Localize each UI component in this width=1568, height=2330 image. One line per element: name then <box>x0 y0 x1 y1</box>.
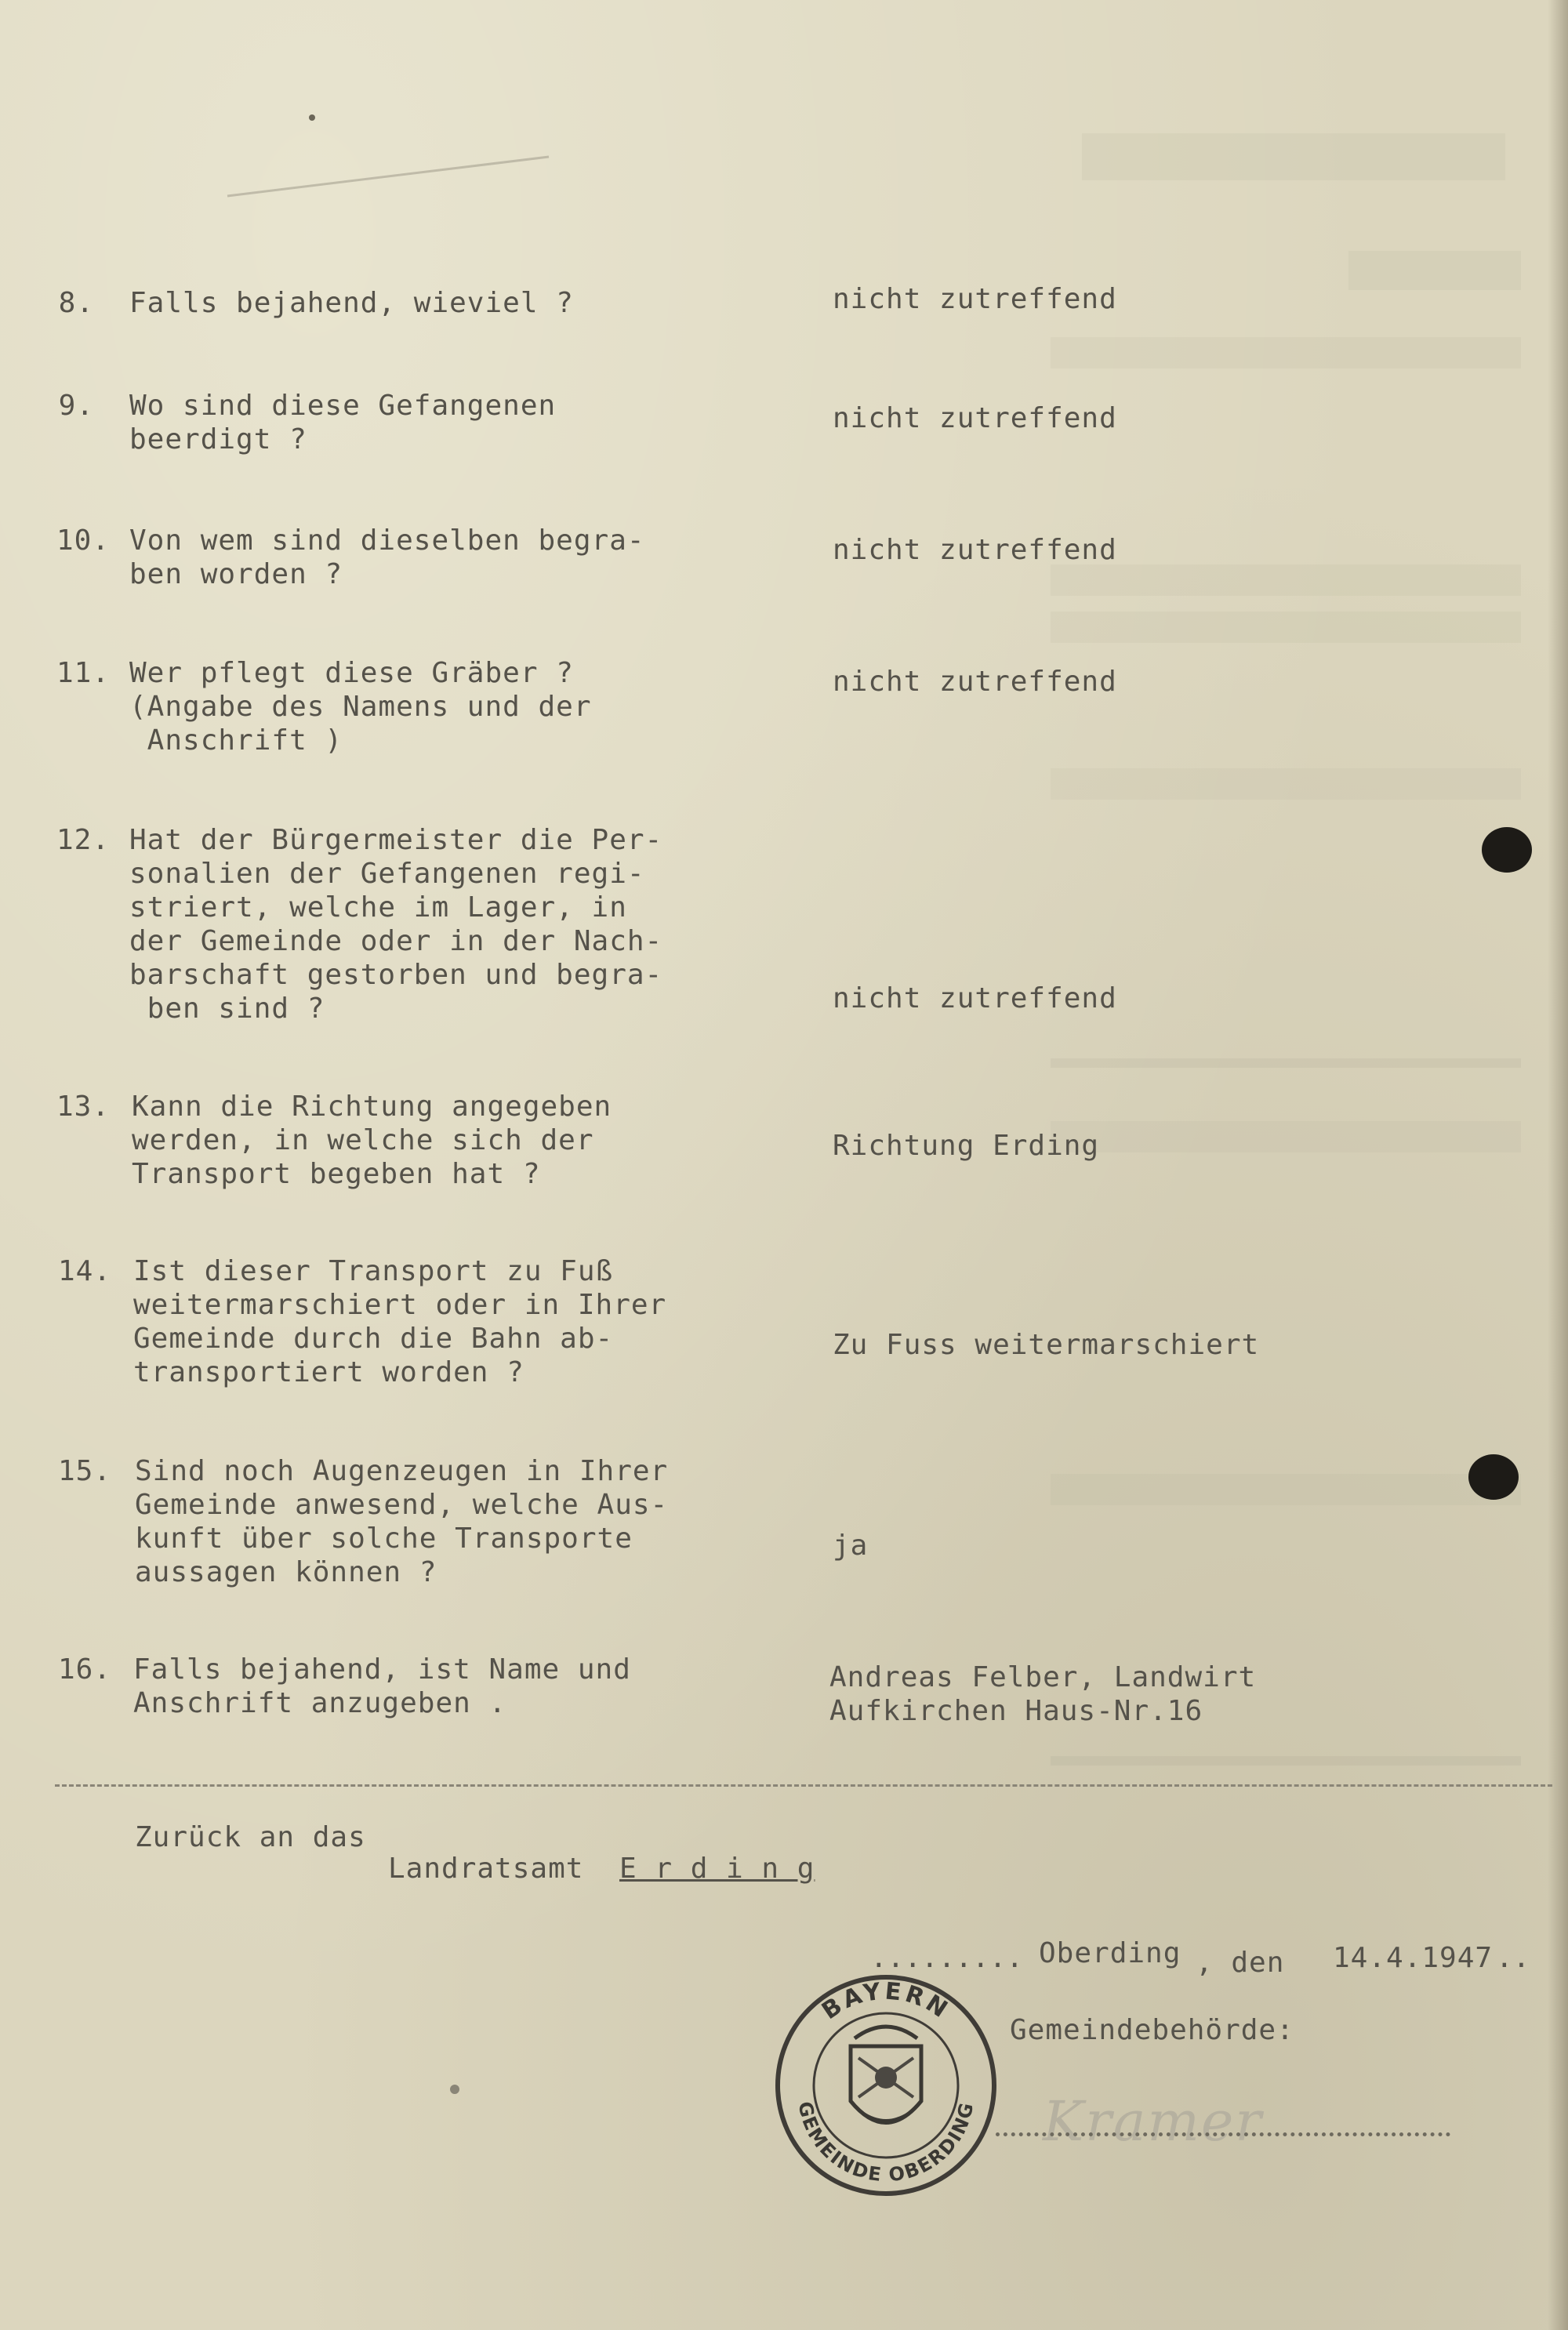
document-date: 14.4.1947 <box>1333 1942 1494 1974</box>
question-number: 8. <box>58 287 94 319</box>
section-divider <box>55 1784 1552 1787</box>
answer-text: nicht zutreffend <box>833 402 1117 434</box>
return-label: Zurück an das <box>135 1821 366 1853</box>
stamp-top-text: BAYERN <box>817 1977 955 2026</box>
question-number: 13. <box>56 1091 110 1123</box>
signature: Kramer <box>1043 2089 1263 2154</box>
date-separator: , den <box>1196 1947 1285 1979</box>
question-number: 10. <box>56 524 110 557</box>
svg-text:BAYERN <box>817 1977 955 2025</box>
office-label: Landratsamt <box>388 1853 584 1885</box>
question-text: Wer pflegt diese Gräber ? (Angabe des Namens und der Anschrift ) <box>129 657 592 757</box>
answer-text: Andreas Felber, Landwirt Aufkirchen Haus-Nr.16 <box>829 1661 1257 1727</box>
punch-hole-upper <box>1482 827 1532 873</box>
answer-text: nicht zutreffend <box>833 982 1117 1014</box>
question-text: Kann die Richtung angegeben werden, in welche sich der Transport begeben hat ? <box>132 1091 612 1190</box>
question-number: 12. <box>56 824 110 856</box>
answer-text: nicht zutreffend <box>833 666 1117 698</box>
question-number: 11. <box>56 657 110 689</box>
question-number: 16. <box>57 1653 111 1686</box>
answer-text: ja <box>833 1530 869 1562</box>
place-name: Oberding <box>1039 1937 1181 1969</box>
answer-text: nicht zutreffend <box>833 283 1117 315</box>
question-number: 9. <box>58 390 94 422</box>
question-text: Von wem sind dieselben begra- ben worden ? <box>129 524 645 590</box>
punch-hole-lower <box>1468 1454 1519 1500</box>
answer-text: Zu Fuss weitermarschiert <box>833 1329 1260 1361</box>
answer-text: Richtung Erding <box>833 1130 1100 1162</box>
stamp-bottom-text: GEMEINDE OBERDING <box>793 2100 978 2187</box>
question-text: Wo sind diese Gefangenen beerdigt ? <box>129 390 557 455</box>
answer-text: nicht zutreffend <box>833 534 1117 566</box>
question-text: Falls bejahend, wieviel ? <box>129 287 574 319</box>
question-text: Sind noch Augenzeugen in Ihrer Gemeinde anwesend, welche Aus- kunft über solche Transporte aussagen können ? <box>135 1455 669 1588</box>
signature-line <box>996 2132 1450 2136</box>
authority-label: Gemeindebehörde: <box>1010 2014 1294 2046</box>
date-dots: .. <box>1496 1942 1530 1974</box>
question-text: Ist dieser Transport zu Fuß weitermarschiert oder in Ihrer Gemeinde durch die Bahn ab- transportiert worden ? <box>133 1255 667 1388</box>
office-place: E r d i n g <box>619 1853 815 1885</box>
question-number: 14. <box>57 1255 111 1287</box>
question-number: 15. <box>57 1455 111 1487</box>
official-stamp <box>768 1960 1004 2203</box>
question-text: Hat der Bürgermeister die Per- sonalien der Gefangenen regi- striert, welche im Lager, in der Gemeinde oder in der Nach- barschaft gestorben und begra- ben sind ? <box>129 824 663 1025</box>
question-text: Falls bejahend, ist Name und Anschrift anzugeben . <box>133 1653 631 1719</box>
place-dots: ......... <box>870 1942 1024 1974</box>
